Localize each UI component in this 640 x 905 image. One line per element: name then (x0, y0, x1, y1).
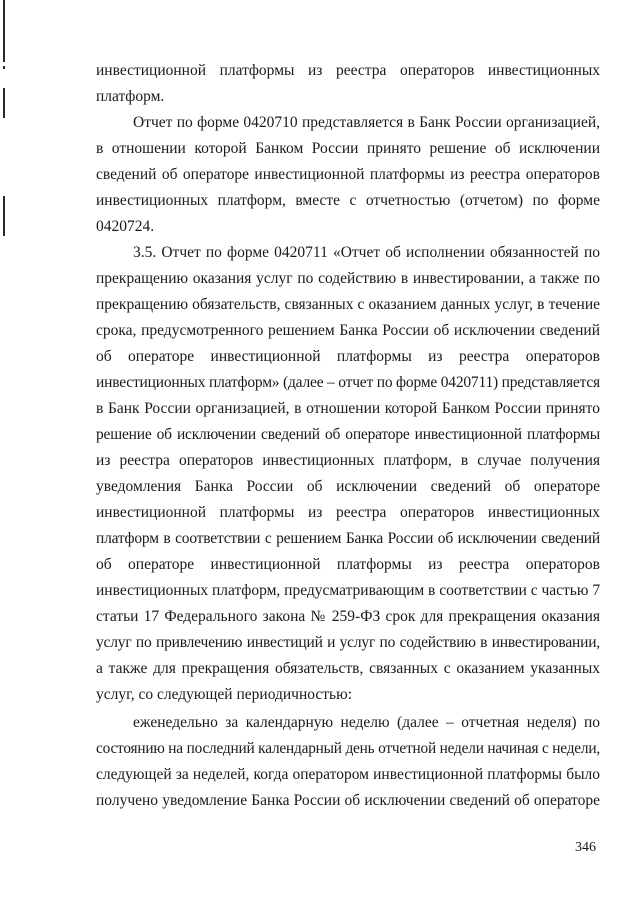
text-line: об операторе инвестиционной платформы из реестра операторов (96, 556, 600, 573)
text-line: платформ в соответствии с решением Банка России об исключении сведений (96, 530, 600, 547)
text-line: решение об исключении сведений об операторе инвестиционной платформы (96, 426, 600, 443)
text-line: инвестиционной платформы из реестра операторов инвестиционных (96, 504, 600, 521)
text-line: уведомления Банка России об исключении сведений об операторе (96, 478, 600, 495)
text-line: услуг по привлечению инвестиций и услуг по содействию в инвестировании, (96, 634, 600, 651)
text-line: получено уведомление Банка России об исключении сведений об операторе (96, 792, 600, 809)
text-line: инвестиционных платформ, вместе с отчетностью (отчетом) по форме (96, 192, 600, 209)
text-line: инвестиционных платформ, предусматривающим в соответствии с частью 7 (96, 582, 601, 599)
text-line: сведений об операторе инвестиционной платформы из реестра операторов (96, 166, 600, 183)
margin-mark (3, 88, 5, 118)
text-line: статьи 17 Федерального закона № 259-ФЗ срок для прекращения оказания (96, 608, 600, 625)
text-line: в Банк России организацией, в отношении которой Банком России принято (96, 400, 600, 417)
text-line: 3.5. Отчет по форме 0420711 «Отчет об исполнении обязанностей по (133, 244, 600, 261)
text-line: об операторе инвестиционной платформы из реестра операторов (96, 348, 600, 365)
text-line: Отчет по форме 0420710 представляется в Банк России организацией, (133, 114, 600, 131)
text-line: еженедельно за календарную неделю (далее – отчетная неделя) по (133, 714, 600, 731)
text-line: услуг, со следующей периодичностью: (96, 686, 353, 703)
text-line: 0420724. (96, 218, 155, 235)
text-line: инвестиционной платформы из реестра операторов инвестиционных (96, 62, 600, 79)
margin-mark (3, 196, 5, 236)
text-line: из реестра операторов инвестиционных платформ, в случае получения (96, 452, 600, 469)
margin-mark (3, 0, 5, 62)
text-line: состоянию на последний календарный день отчетной недели начиная с недели, (96, 740, 600, 757)
page-number: 346 (575, 840, 596, 855)
text-line: прекращению обязательств, связанных с оказанием данных услуг, в течение (96, 296, 600, 313)
text-line: в отношении которой Банком России принято решение об исключении (96, 140, 600, 157)
text-line: а также для прекращения обязательств, связанных с оказанием указанных (96, 660, 600, 677)
text-line: прекращению оказания услуг по содействию в инвестировании, а также по (96, 270, 600, 287)
text-line: срока, предусмотренного решением Банка России об исключении сведений (96, 322, 600, 339)
text-line: инвестиционных платформ» (далее – отчет по форме 0420711) представляется (96, 374, 600, 391)
text-line: платформ. (96, 88, 165, 105)
margin-mark (3, 66, 5, 69)
text-line: следующей за неделей, когда оператором инвестиционной платформы было (96, 766, 600, 783)
